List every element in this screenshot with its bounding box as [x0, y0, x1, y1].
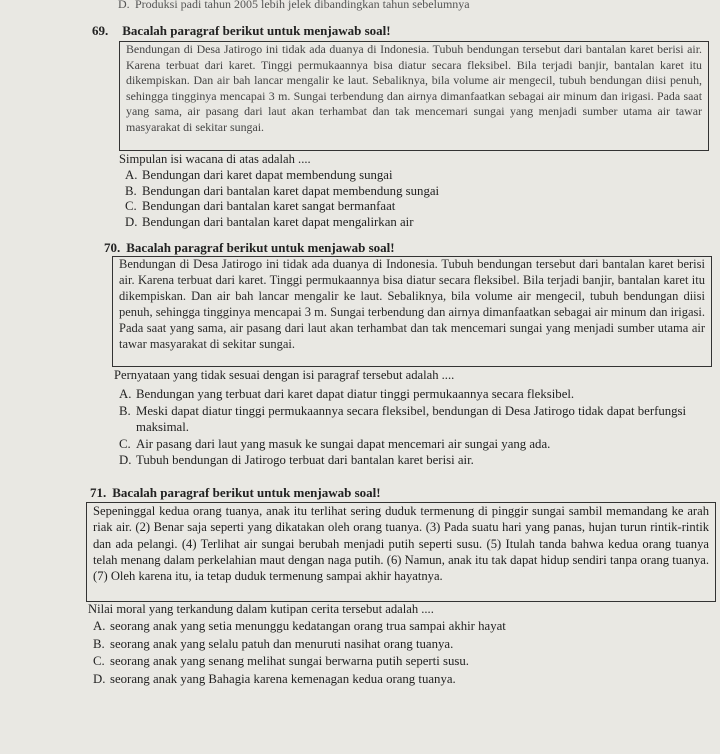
option-text: seorang anak yang senang melihat sungai berwarna putih seperti susu. — [110, 654, 469, 668]
option-letter: C. — [119, 436, 131, 451]
option-text: seorang anak yang selalu patuh dan menuruti nasihat orang tuanya. — [110, 636, 454, 651]
option-letter: B. — [119, 403, 131, 418]
answer-options — [119, 386, 699, 469]
option-letter: A. — [125, 168, 138, 182]
option-text: Air pasang dari laut yang masuk ke sungai dapat mencemari air sungai yang ada. — [136, 436, 551, 451]
question-heading — [104, 240, 395, 256]
option-text: seorang anak yang Bahagia karena kemenagan kedua orang tuanya. — [110, 671, 456, 686]
option-text: Bendungan dari bantalan karet sangat bermanfaat — [142, 199, 396, 214]
answer-option-d[interactable] — [119, 452, 699, 469]
question-heading — [92, 23, 391, 39]
reading-passage: Bendungan di Desa Jatirogo ini tidak ada duanya di Indonesia. Tubuh bendungan tersebut dari bantalan karet berisi air. Karena terbuat dari karet. Tinggi permukaannya bisa diatur secara fleksibel. Bila terjadi banjir, bantalan karet itu dikempiskan. Dan air bah lancar mengalir ke laut. Sebaliknya, bila volume air mengecil, tubuh bendungan diisi penuh, sehingga tingginya mencapai 3 m. Sungai terbendung dan airnya dimanfaatkan sebagai air minum dan irigasi. Pada saat yang sama, air pasang dari laut akan terhambat dan tak mencemari sungai yang menjadi sumber utama air tawar masyarakat di sekitar sungai. — [119, 41, 709, 151]
option-letter: C. — [93, 654, 105, 668]
question-instruction: Bacalah paragraf berikut untuk menjawab soal! — [112, 485, 381, 500]
answer-option-d[interactable] — [93, 671, 506, 689]
question-number: 71. — [90, 485, 107, 500]
option-text: Bendungan dari bantalan karet dapat mengalirkan air — [142, 214, 414, 229]
answer-option-a[interactable] — [119, 386, 699, 403]
option-letter: A. — [119, 387, 132, 401]
answer-option-d[interactable] — [125, 215, 439, 231]
answer-option-a[interactable] — [93, 618, 506, 636]
option-letter: B. — [93, 636, 105, 651]
answer-option-a[interactable] — [125, 168, 439, 184]
option-letter: D. — [118, 0, 130, 11]
option-letter: B. — [125, 183, 137, 198]
question-heading — [90, 485, 381, 501]
answer-option-c[interactable] — [119, 436, 699, 453]
answer-option-b[interactable] — [119, 403, 699, 436]
option-letter: D. — [119, 453, 132, 467]
answer-options — [93, 618, 506, 688]
question-prompt: Pernyataan yang tidak sesuai dengan isi paragraf tersebut adalah .... — [114, 368, 455, 382]
question-instruction: Bacalah paragraf berikut untuk menjawab soal! — [122, 23, 391, 38]
option-letter: A. — [93, 619, 106, 633]
option-text: Bendungan dari bantalan karet dapat membendung sungai — [142, 183, 440, 198]
option-letter: C. — [125, 199, 137, 214]
answer-option-c[interactable] — [93, 653, 506, 671]
option-text: Meski dapat diatur tinggi permukaannya secara fleksibel, bendungan di Desa Jatirogo tidak dapat berfungsi maksimal. — [136, 403, 687, 434]
previous-question-option-d — [118, 0, 470, 12]
answer-option-b[interactable] — [93, 636, 506, 654]
answer-options — [125, 168, 439, 230]
option-text: Tubuh bendungan di Jatirogo terbuat dari bantalan karet berisi air. — [136, 453, 474, 467]
option-text: Bendungan yang terbuat dari karet dapat diatur tinggi permukaannya secara fleksibel. — [136, 387, 575, 401]
question-prompt: Simpulan isi wacana di atas adalah .... — [119, 152, 311, 166]
option-text: Produksi padi tahun 2005 lebih jelek dibandingkan tahun sebelumnya — [135, 0, 470, 11]
option-text: Bendungan dari karet dapat membendung sungai — [142, 168, 393, 182]
question-number: 70. — [104, 240, 121, 255]
option-text: seorang anak yang setia menunggu kedatangan orang trua sampai akhir hayat — [110, 619, 506, 633]
reading-passage: Bendungan di Desa Jatirogo ini tidak ada duanya di Indonesia. Tubuh bendungan tersebut dari bantalan karet berisi air. Karena terbuat dari karet. Tinggi permukaannya bisa diatur secara fleksibel. Bila terjadi banjir, bantalan karet itu dikempiskan. Dan air bah lancar mengalir ke laut. Sebaliknya, bila volume air mengecil, tubuh bendungan diisi penuh, sehingga tingginya mencapai 3 m. Sungai terbendung dan airnya dimanfaatkan sebagai air minum dan irigasi. Pada saat yang sama, air pasang dari laut akan terhambat dan tak mencemari sungai yang menjadi sumber utama air tawar masyarakat di sekitar sungai. — [112, 256, 712, 367]
reading-passage: Sepeninggal kedua orang tuanya, anak itu terlihat sering duduk termenung di pinggir sungai sambil memandang ke arah riak air. (2) Benar saja seperti yang dikatakan oleh orang tuanya. (3) Pada suatu hari yang panas, hujan turun rintik-rintik dan ada pelangi. (4) Terlihat air sungai berubah menjadi putih seperti susu. (5) Itulah tanda bahwa kedua orang tuanya telah menang dalam perkelahian maut dengan naga putih. (6) Namun, anak itu tak dapat hidup sendiri tanpa orang tuanya. (7) Oleh karena itu, ia tetap duduk termenung sampai akhir hayatnya. — [86, 502, 716, 602]
question-prompt: Nilai moral yang terkandung dalam kutipan cerita tersebut adalah .... — [88, 602, 434, 616]
option-letter: D. — [93, 671, 106, 686]
option-letter: D. — [125, 214, 138, 229]
answer-option-b[interactable] — [125, 184, 439, 200]
question-instruction: Bacalah paragraf berikut untuk menjawab soal! — [126, 240, 395, 255]
question-number: 69. — [92, 23, 109, 38]
answer-option-c[interactable] — [125, 199, 439, 215]
